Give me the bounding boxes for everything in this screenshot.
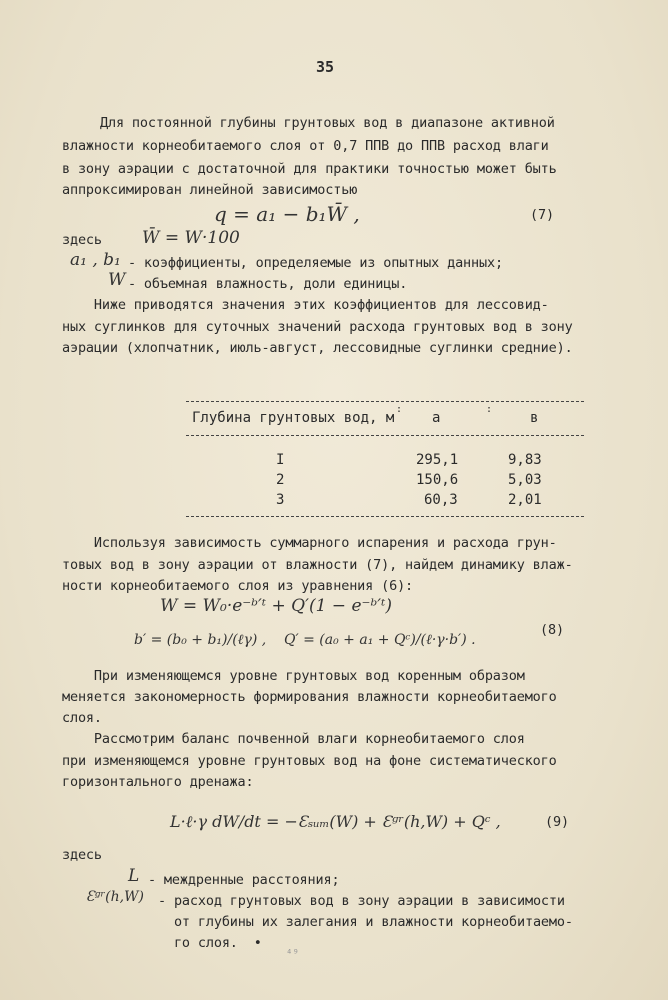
e-definition-line2: от глубины их залегания и влажности корнеобитаемо- — [158, 914, 573, 930]
para1-line2: влажности корнеобитаемого слоя от 0,7 ППВ до ППВ расход влаги — [62, 138, 549, 154]
equation-8a: W = W₀·e⁻ᵇ′ᵗ + Q′(1 − e⁻ᵇ′ᵗ) — [160, 596, 392, 616]
equation-9-number: (9) — [545, 814, 569, 830]
table-row1-depth: I — [276, 452, 285, 468]
para3-line2: товых вод в зону аэрации от влажности (7), найдем динамику влаж- — [62, 557, 573, 573]
coef-symbols: a₁ , b₁ — [70, 250, 121, 270]
wbar-definition: W̄ = W·100 — [142, 228, 240, 248]
table-row1-a: 295,1 — [416, 452, 459, 468]
para1-line3: в зону аэрации с достаточной для практики точностью может быть — [62, 161, 557, 177]
para4-line2: меняется закономерность формирования влажности корнеобитаемого — [62, 689, 557, 705]
para1-line1: Для постоянной глубины грунтовых вод в диапазоне активной — [100, 115, 555, 131]
equation-9: L·ℓ·γ dW/dt = −Ɛₛᵤₘ(W) + Ɛᵍʳ(h,W) + Qᶜ , — [170, 812, 501, 831]
table-row3-depth: 3 — [276, 492, 285, 508]
para1-line4: аппроксимирован линейной зависимостью — [62, 182, 358, 198]
table-header-a: a — [432, 410, 441, 426]
table-row1-b: 9,83 — [508, 452, 542, 468]
para5-line3: горизонтального дренажа: — [62, 774, 254, 790]
para3-line1: Используя зависимость суммарного испарения и расхода грун- — [62, 535, 557, 551]
l-definition: - междренные расстояния; — [140, 872, 340, 888]
table-header-rule — [186, 435, 584, 436]
table-row2-b: 5,03 — [508, 472, 542, 488]
table-col-sep-2: : — [486, 404, 493, 415]
equation-7: q = a₁ − b₁W̄ , — [214, 202, 360, 226]
table-col-sep-1: : — [396, 404, 403, 415]
stray-pencil-mark: ⁴⁹ — [286, 947, 299, 960]
table-row3-a: 60,3 — [424, 492, 458, 508]
equation-8-number: (8) — [540, 622, 564, 638]
coef-definition: - коэффициенты, определяемые из опытных данных; — [120, 255, 503, 271]
table-row2-depth: 2 — [276, 472, 285, 488]
e-definition-line3: го слоя. • — [158, 935, 262, 951]
table-header-depth: Глубина грунтовых вод, м — [192, 410, 395, 426]
para2-line2: ных суглинков для суточных значений расхода грунтовых вод в зону — [62, 319, 573, 335]
equation-8b: b′ = (b₀ + b₁)/(ℓγ) , Q′ = (a₀ + a₁ + Qᶜ)/(ℓ·γ·b′) . — [134, 632, 476, 648]
l-symbol: L — [128, 866, 140, 886]
e-symbol: Ɛᵍʳ(h,W) — [86, 889, 144, 905]
table-top-rule — [186, 401, 584, 402]
para2-line1: Ниже приводятся значения этих коэффициентов для лессовид- — [62, 297, 549, 313]
w-symbol: W — [108, 270, 126, 290]
para5-line2: при изменяющемся уровне грунтовых вод на фоне систематического — [62, 753, 557, 769]
table-header-b: в — [530, 410, 539, 426]
table-row3-b: 2,01 — [508, 492, 542, 508]
equation-7-number: (7) — [530, 207, 554, 223]
w-definition: - объемная влажность, доли единицы. — [120, 276, 408, 292]
table-bottom-rule — [186, 516, 584, 517]
where-label-2: здесь — [62, 847, 102, 863]
para3-line3: ности корнеобитаемого слоя из уравнения (6): — [62, 578, 414, 594]
page-number: 35 — [316, 58, 335, 76]
para4-line3: слоя. — [62, 710, 102, 726]
table-row2-a: 150,6 — [416, 472, 459, 488]
para5-line1: Рассмотрим баланс почвенной влаги корнеобитаемого слоя — [62, 731, 525, 747]
para4-line1: При изменяющемся уровне грунтовых вод коренным образом — [62, 668, 525, 684]
para2-line3: аэрации (хлопчатник, июль-август, лессовидные суглинки средние). — [62, 340, 573, 356]
where-label-1: здесь — [62, 232, 102, 248]
e-definition-line1: - расход грунтовых вод в зону аэрации в зависимости — [158, 893, 565, 909]
